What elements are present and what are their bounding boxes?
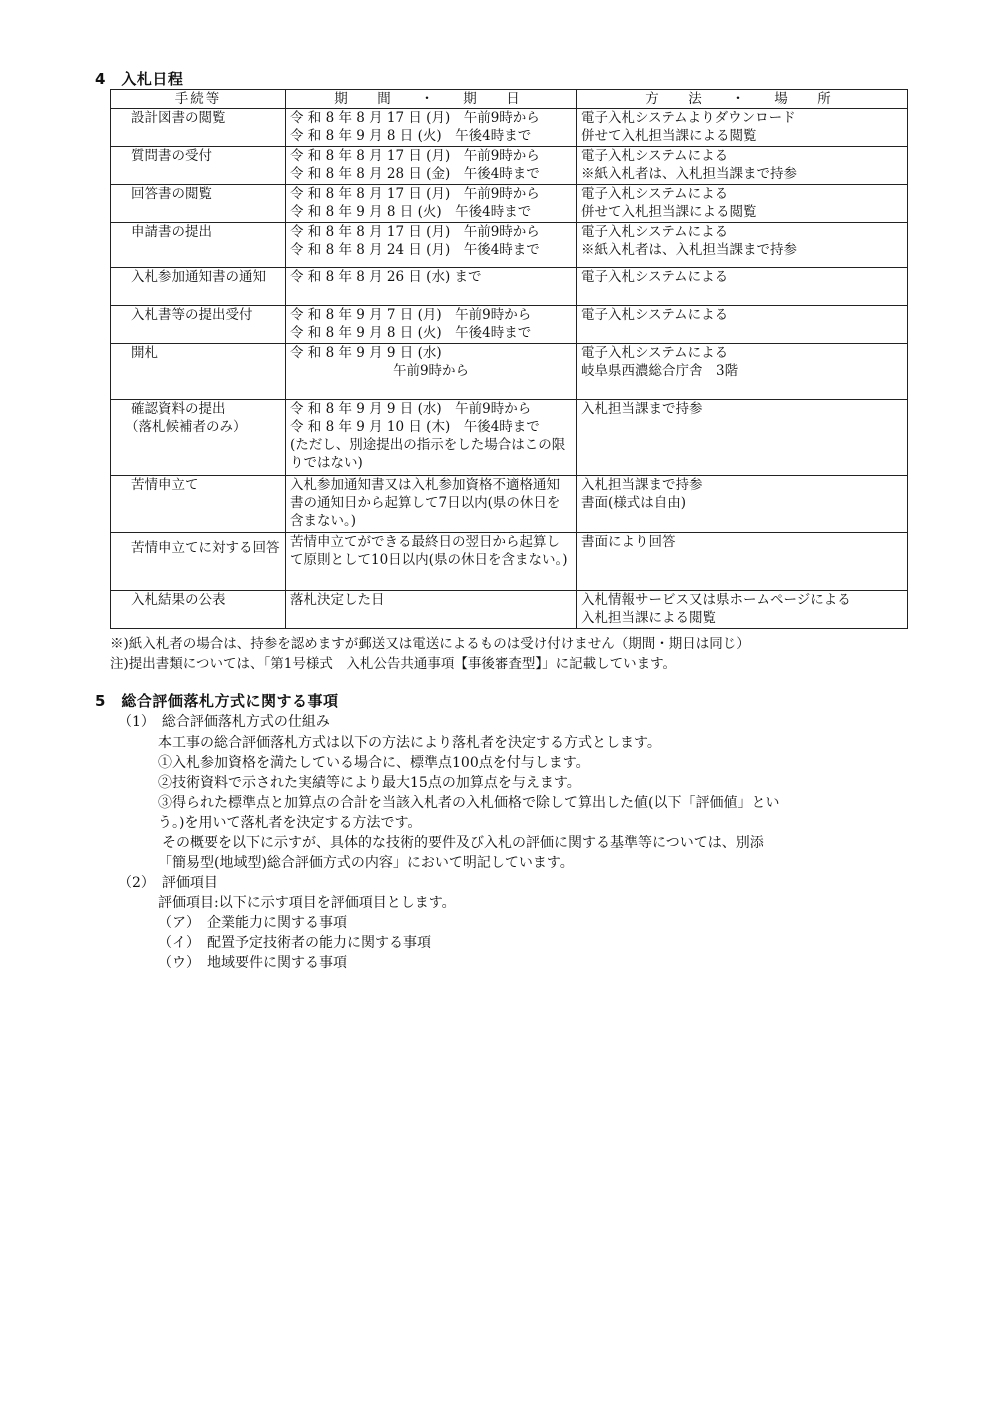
period-cell [286, 306, 577, 344]
section5-title: 5 総合評価落札方式に関する事項 [95, 692, 339, 710]
table-row [111, 185, 908, 223]
method-line: ※紙入札者は、入札担当課まで持参 [581, 242, 797, 258]
period-line: 令 和 8 年 9 月 9 日 (水) [290, 345, 442, 361]
table-row [111, 533, 908, 591]
method-line: 電子入札システムによる [581, 186, 729, 202]
period-line: 令 和 8 年 9 月 7 日 (月) 午前9時から [290, 307, 532, 323]
method-line: 岐阜県西濃総合庁舎 3階 [581, 363, 739, 379]
step-cell: 入札参加通知書の通知 [111, 268, 286, 306]
schedule-table [110, 89, 908, 629]
period-line: 午前9時から [392, 363, 470, 379]
method-line: 併せて入札担当課による閲覧 [581, 204, 757, 220]
period-line: 令 和 8 年 9 月 8 日 (火) 午後4時まで [290, 128, 532, 144]
method-line: 入札担当課まで持参 [581, 401, 703, 417]
method-cell [577, 268, 908, 306]
method-cell [577, 306, 908, 344]
section4-title: 4 入札日程 [95, 70, 184, 88]
period-line: (ただし、別途提出の指示をした場合はこの限りではない) [290, 437, 566, 471]
table-header-row [111, 90, 908, 109]
method-line: 電子入札システムよりダウンロード [581, 110, 796, 126]
period-line: 令 和 8 年 8 月 17 日 (月) 午前9時から [290, 148, 540, 164]
note-documents: 注)提出書類については、「第1号様式 入札公告共通事項【事後審査型】」に記載しています。 [110, 656, 677, 672]
method-line: 電子入札システムによる [581, 269, 729, 285]
method-line: 電子入札システムによる [581, 307, 729, 323]
period-cell [286, 147, 577, 185]
paragraph-line: ①入札参加資格を満たしている場合に、標準点100点を付与します。 [158, 755, 590, 771]
header-step: 手続等 [111, 90, 286, 109]
period-line: 落札決定した日 [290, 592, 385, 608]
paragraph-line: 評価項目:以下に示す項目を評価項目とします。 [158, 895, 456, 911]
period-line: 令 和 8 年 9 月 8 日 (火) 午後4時まで [290, 325, 532, 341]
period-cell [286, 109, 577, 147]
method-line: 電子入札システムによる [581, 345, 729, 361]
period-line: 令 和 8 年 8 月 24 日 (月) 午後4時まで [290, 242, 540, 258]
table-row [111, 223, 908, 268]
period-line: 令 和 8 年 9 月 8 日 (火) 午後4時まで [290, 204, 532, 220]
table-row [111, 147, 908, 185]
period-line: 令 和 8 年 8 月 17 日 (月) 午前9時から [290, 186, 540, 202]
method-line: 入札情報サービス又は県ホームページによる [581, 592, 851, 608]
step-cell: 質問書の受付 [111, 147, 286, 185]
method-cell [577, 185, 908, 223]
step-line: 確認資料の提出 [131, 401, 226, 417]
note-paper-bid: ※)紙入札者の場合は、持参を認めますが郵送又は電送によるものは受け付けません（期間・期日は同じ） [110, 636, 750, 652]
method-line: 入札担当課による閲覧 [581, 610, 716, 626]
step-cell: 苦情申立てに対する回答 [111, 533, 286, 591]
method-line: ※紙入札者は、入札担当課まで持参 [581, 166, 797, 182]
period-line: 令 和 8 年 8 月 17 日 (月) 午前9時から [290, 224, 540, 240]
step-cell: 苦情申立て [111, 476, 286, 533]
table-row [111, 476, 908, 533]
paragraph-line: う。)を用いて落札者を決定する方法です。 [158, 815, 422, 831]
period-cell [286, 400, 577, 476]
step-cell [111, 400, 286, 476]
table-row [111, 344, 908, 400]
table-row [111, 268, 908, 306]
header-method: 方 法 ・ 場 所 [577, 90, 908, 109]
method-line: 書面により回答 [581, 534, 676, 550]
table-row [111, 400, 908, 476]
period-line: 令 和 8 年 9 月 10 日 (木) 午後4時まで [290, 419, 540, 435]
period-cell: 入札参加通知書又は入札参加資格不適格通知書の通知日から起算して7日以内(県の休日を含まない。) [286, 476, 577, 533]
period-cell [286, 185, 577, 223]
period-cell: 苦情申立てができる最終日の翌日から起算して原則として10日以内(県の休日を含まない。) [286, 533, 577, 591]
header-period: 期 間 ・ 期 日 [286, 90, 577, 109]
method-line: 書面(様式は自由) [581, 495, 687, 511]
paragraph-line: ③得られた標準点と加算点の合計を当該入札者の入札価格で除して算出した値(以下「評価値」とい [158, 795, 780, 811]
table-row [111, 109, 908, 147]
period-cell [286, 268, 577, 306]
method-cell [577, 591, 908, 629]
step-cell: 入札書等の提出受付 [111, 306, 286, 344]
period-line: 令 和 8 年 9 月 9 日 (水) 午前9時から [290, 401, 532, 417]
period-line: 令 和 8 年 8 月 17 日 (月) 午前9時から [290, 110, 540, 126]
step-cell: 入札結果の公表 [111, 591, 286, 629]
subsection1-title: （1） 総合評価落札方式の仕組み [118, 714, 330, 730]
step-cell: 回答書の閲覧 [111, 185, 286, 223]
paragraph-line: ②技術資料で示された実績等により最大15点の加算点を与えます。 [158, 775, 581, 791]
period-cell [286, 344, 577, 400]
method-cell [577, 147, 908, 185]
table-row [111, 591, 908, 629]
method-line: 電子入札システムによる [581, 224, 729, 240]
method-cell [577, 400, 908, 476]
period-line: 令 和 8 年 8 月 28 日 (金) 午後4時まで [290, 166, 540, 182]
period-cell [286, 223, 577, 268]
list-item: （ア） 企業能力に関する事項 [158, 915, 347, 931]
step-line: （落札候補者のみ） [125, 419, 247, 435]
paragraph-line: 「簡易型(地域型)総合評価方式の内容」において明記しています。 [158, 855, 574, 871]
list-item: （イ） 配置予定技術者の能力に関する事項 [158, 935, 431, 951]
paragraph-line: 本工事の総合評価落札方式は以下の方法により落札者を決定する方式とします。 [158, 735, 661, 751]
method-cell [577, 533, 908, 591]
paragraph-line: その概要を以下に示すが、具体的な技術的要件及び入札の評価に関する基準等については、別添 [162, 835, 764, 851]
list-item: （ウ） 地域要件に関する事項 [158, 955, 347, 971]
method-cell [577, 109, 908, 147]
method-line: 入札担当課まで持参 [581, 477, 703, 493]
period-line: 令 和 8 年 8 月 26 日 (水) まで [290, 269, 482, 285]
step-cell: 設計図書の閲覧 [111, 109, 286, 147]
method-line: 併せて入札担当課による閲覧 [581, 128, 757, 144]
method-cell [577, 344, 908, 400]
period-cell [286, 591, 577, 629]
step-cell: 開札 [111, 344, 286, 400]
method-cell [577, 223, 908, 268]
method-line: 電子入札システムによる [581, 148, 729, 164]
table-row [111, 306, 908, 344]
subsection2-title: （2） 評価項目 [118, 875, 218, 891]
step-cell: 申請書の提出 [111, 223, 286, 268]
method-cell [577, 476, 908, 533]
